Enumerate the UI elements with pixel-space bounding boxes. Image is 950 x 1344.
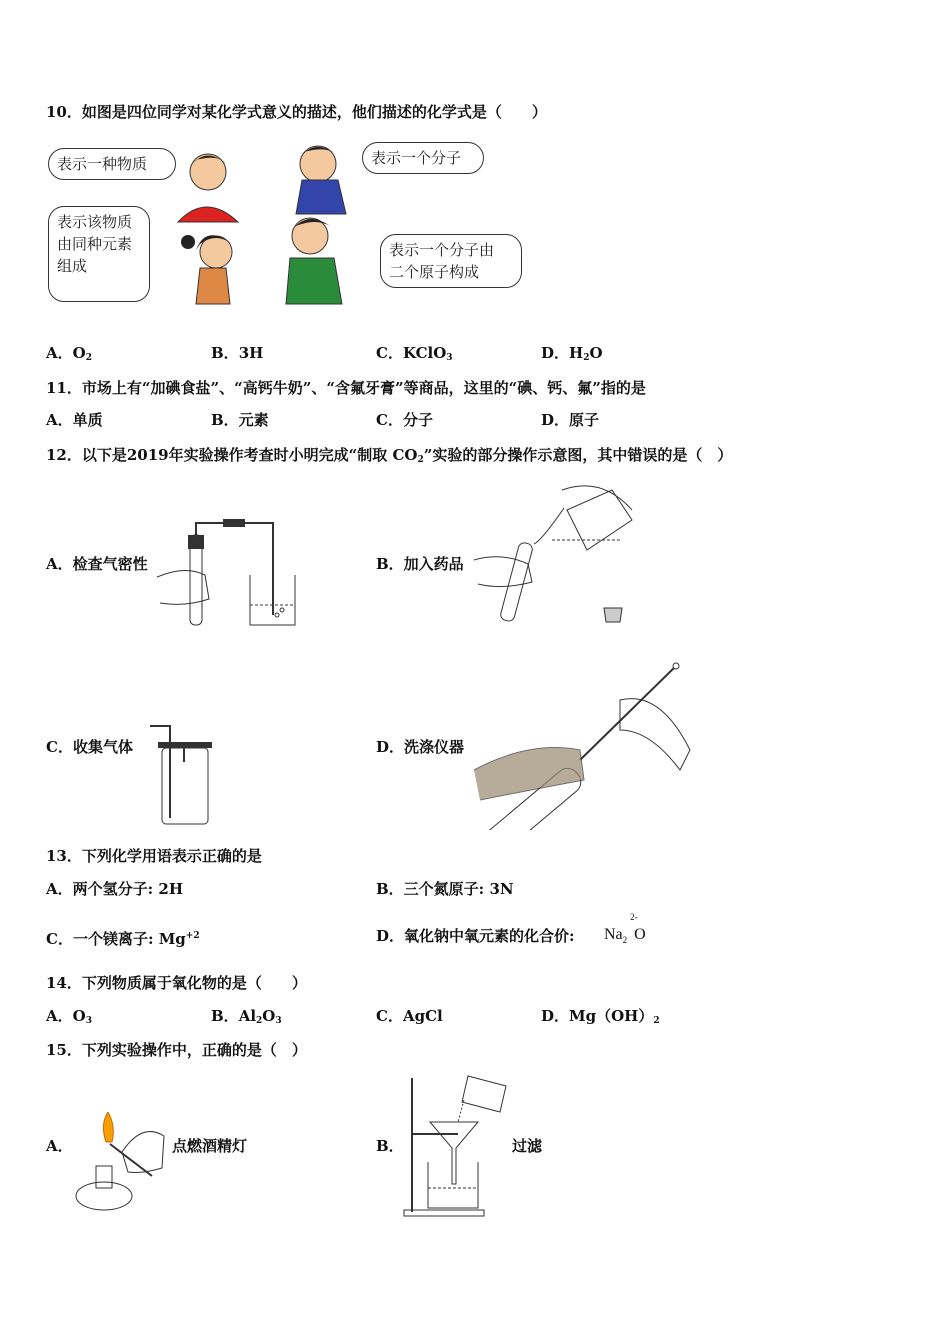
q10-figure <box>46 140 536 315</box>
sodium-oxide-formula: $Na_2$ O 2- <box>604 912 646 946</box>
student-icon <box>181 235 232 304</box>
bubble-1: 表示一种物质 <box>48 148 176 180</box>
q13-option-b[interactable]: B．三个氮原子: 3N <box>376 880 514 898</box>
q14-stem: 14．下列物质属于氧化物的是（ ） <box>46 974 307 992</box>
q15-option-a[interactable]: A． <box>46 1137 73 1155</box>
q15-stem: 15．下列实验操作中，正确的是（ ） <box>46 1041 307 1059</box>
bubble-4: 表示一个分子由 二个原子构成 <box>380 234 522 288</box>
q13-stem: 13．下列化学用语表示正确的是 <box>46 847 262 865</box>
q12-option-a[interactable]: A．检查气密性 <box>46 555 148 573</box>
bubble-3: 表示该物质 由同种元素 组成 <box>48 206 150 302</box>
q10-option-c[interactable]: C．KClO$_3$ <box>376 344 453 363</box>
q14-option-d[interactable]: D．$Mg(OH)_2$ <box>541 1007 660 1026</box>
wash-instrument-illustration <box>470 660 700 830</box>
student-icon <box>296 146 346 214</box>
q15-option-b[interactable]: B． <box>376 1137 404 1155</box>
q11-option-b[interactable]: B．元素 <box>211 411 269 429</box>
q11-option-a[interactable]: A．单质 <box>46 411 103 429</box>
q13-option-c[interactable]: C．一个镁离子: $Mg^{+2}$ <box>46 930 200 948</box>
q14-option-b[interactable]: B．$Al_2O_3$ <box>211 1007 282 1026</box>
q13-option-a[interactable]: A．两个氢分子: 2H <box>46 880 184 898</box>
q10-option-b[interactable]: B．3H <box>211 344 264 362</box>
student-icon <box>286 218 342 304</box>
q10-option-a[interactable]: A．$O_2$ <box>46 344 92 363</box>
q11-option-d[interactable]: D．原子 <box>541 411 600 429</box>
q12-option-d[interactable]: D．洗涤仪器 <box>376 738 465 756</box>
filtration-illustration <box>400 1072 515 1220</box>
valence-mark: 2- <box>630 912 638 922</box>
alcohol-lamp-illustration <box>72 1112 172 1217</box>
students-illustration <box>46 140 536 315</box>
q11-option-c[interactable]: C．分子 <box>376 411 433 429</box>
collect-gas-illustration <box>148 722 218 828</box>
add-reagent-illustration <box>472 480 662 630</box>
q15-option-b-text: 过滤 <box>512 1137 543 1155</box>
q12-option-b[interactable]: B．加入药品 <box>376 555 464 573</box>
q12-stem: 12．以下是2019年实验操作考查时小明完成“制取 $CO_2$”实验的部分操作示意图，其中错误的是（ ） <box>46 446 733 465</box>
bubble-2: 表示一个分子 <box>362 142 484 174</box>
q14-option-a[interactable]: A．$O_3$ <box>46 1007 92 1026</box>
q11-stem: 11．市场上有“加碘食盐”、“高钙牛奶”、“含氟牙膏”等商品，这里的“碘、钙、氟”指的是 <box>46 379 646 397</box>
q15-option-a-text: 点燃酒精灯 <box>172 1137 248 1155</box>
q14-option-c[interactable]: C．AgCl <box>376 1007 443 1025</box>
q10-stem: 10．如图是四位同学对某化学式意义的描述，他们描述的化学式是（ ） <box>46 103 547 121</box>
q13-option-d[interactable]: D．氧化钠中氧元素的化合价: <box>376 927 575 945</box>
q10-option-d[interactable]: D．$H_2O$ <box>541 344 603 363</box>
q12-option-c[interactable]: C．收集气体 <box>46 738 133 756</box>
airtight-check-illustration <box>155 515 305 630</box>
student-icon <box>178 154 238 222</box>
